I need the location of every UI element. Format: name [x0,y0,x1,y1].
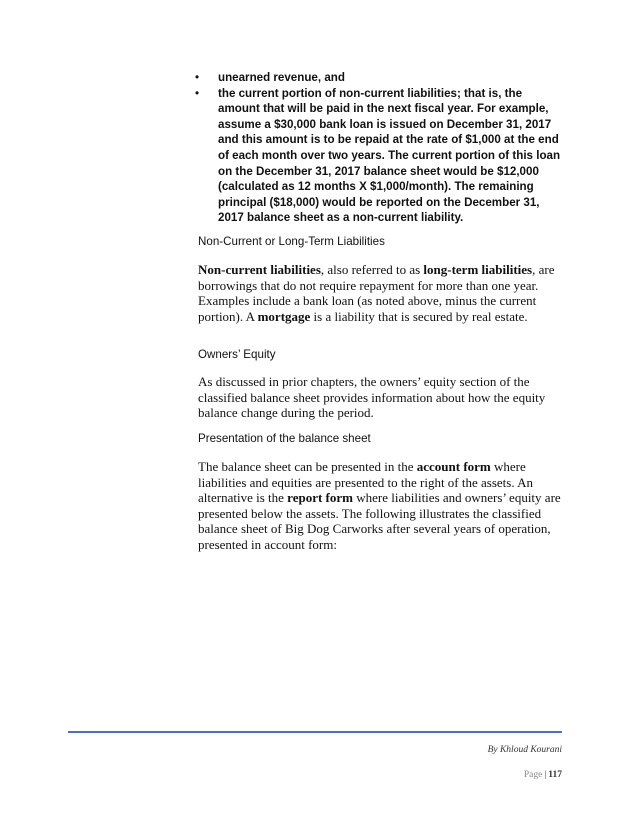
page-label: Page [523,770,543,780]
term-report-form: report form [287,490,353,506]
page-separator: | [544,770,547,780]
term-long-term-liabilities: long-term liabilities [423,262,533,277]
list-item [193,70,563,86]
bullet-icon: • [195,86,200,100]
term-noncurrent-liabilities: Non-current liabilities [198,262,321,277]
section-heading-equity: Owners’ Equity [198,348,276,361]
list-item-text: the current portion of non-current liabilities; that is, the amount that will be paid in the next fiscal year. For example, assume a $30,000 bank loan is issued on December 31, 2017 and this amount is to be repaid at the rate of $1,000 at the end of each month over two years. The current portion of this loan on the December 31, 2017 balance sheet would be $12,000 (calculated as 12 months X $1,000/month). The remaining principal ($18,000) would be reported on the December 31, 2017 balance sheet as a non-current liability. [218,86,561,225]
page-number-value: 117 [548,770,562,780]
section-heading-presentation: Presentation of the balance sheet [198,432,371,445]
bullet-list [193,70,563,226]
paragraph-presentation: The balance sheet can be presented in the account form where liabilities and equities are presented to the right of the assets. An alternative is the report form where liabilities and owners’ equity are presented below the assets. The following illustrates the classified balance sheet of Big Dog Carworks after several years of operation, presented in account form: [198,459,561,552]
footer-author: By Khloud Kourani [487,745,562,755]
list-item [193,86,563,226]
bullet-icon: • [195,71,200,84]
paragraph-noncurrent: Non-current liabilities, also referred to as long-term liabilities, are borrowings that do not require repayment for more than one year. Examples include a bank loan (as noted above, minus the current portion). A mortgage is a liability that is secured by real estate. [198,262,555,324]
footer-rule [68,731,562,733]
term-mortgage: mortgage [257,308,311,324]
paragraph-equity: As discussed in prior chapters, the owners’ equity section of the classified balance sheet provides information about how the equity balance change during the period. [198,374,546,421]
term-account-form: account form [416,459,491,474]
section-heading-noncurrent: Non-Current or Long-Term Liabilities [198,235,385,248]
page-number [524,770,562,780]
list-item-text: unearned revenue, and [218,71,345,84]
